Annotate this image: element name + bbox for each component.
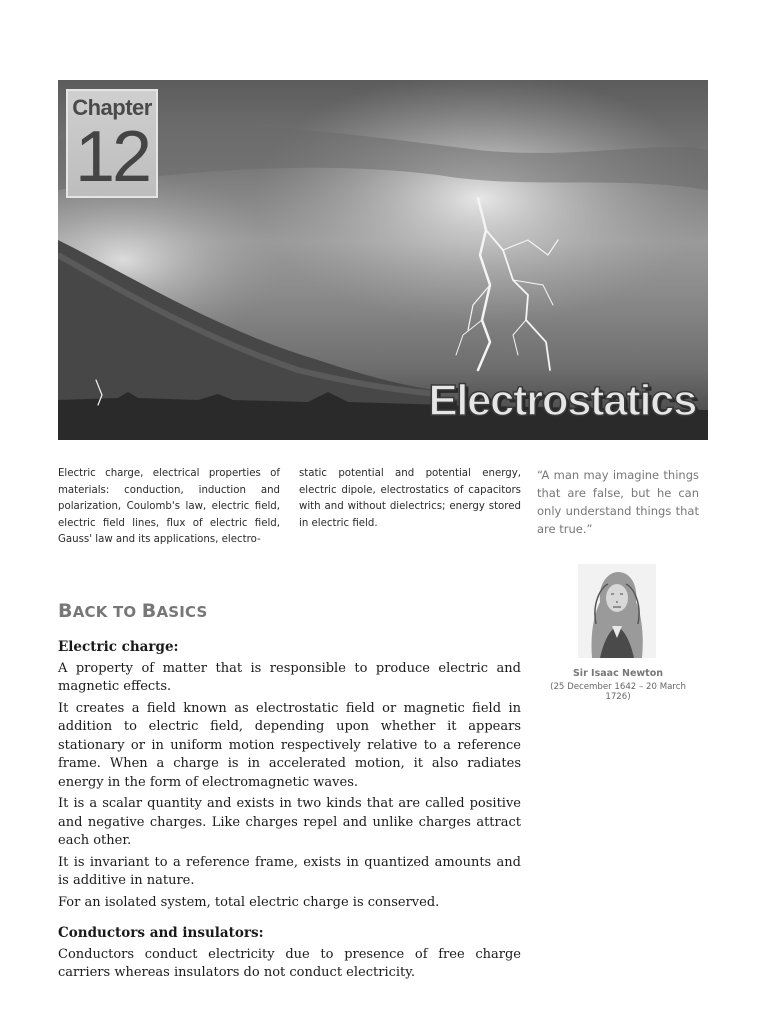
electric-charge-heading: Electric charge: — [58, 639, 179, 655]
portrait-illustration — [578, 564, 656, 658]
body-paragraph: It is a scalar quantity and exists in two kinds that are called positive and negative charges. Like charges repel and unlike charges attract each other. — [58, 796, 521, 848]
section-heading — [58, 600, 208, 622]
conductors-heading: Conductors and insulators: — [58, 925, 264, 941]
body-text — [58, 638, 521, 986]
newton-quote: “A man may imagine things that are false, but he can only understand things that are true.” — [537, 468, 699, 536]
chapter-number: 12 — [74, 117, 150, 197]
body-paragraph: A property of matter that is responsible to produce electric and magnetic effects. — [58, 660, 521, 694]
chapter-summary-right: static potential and potential energy, electric dipole, electrostatics of capacitors with and without dielectrics; energy stored in electric field. — [299, 468, 521, 529]
portrait-caption-dates: (25 December 1642 – 20 March 1726) — [550, 682, 686, 702]
body-paragraph: It creates a field known as electrostatic field or magnetic field in addition to electric field, depending upon whether it appears stationary or in uniform motion respectively relative to a reference frame. When a charge is in accelerated motion, it also radiates energy in the form of electromagnetic waves. — [58, 700, 521, 790]
portrait-caption-name: Sir Isaac Newton — [572, 668, 664, 679]
body-paragraph: It is invariant to a reference frame, exists in quantized amounts and is additive in nature. — [58, 854, 521, 888]
chapter-label: Chapter — [72, 95, 152, 120]
section-heading-cap-2: B — [141, 600, 157, 622]
chapter-title: Electrostatics — [428, 376, 696, 425]
chapter-box — [66, 89, 158, 198]
section-heading-rest-2: ASICS — [156, 603, 208, 621]
body-paragraph: Conductors conduct electricity due to presence of free charge carriers whereas insulators do not conduct electricity. — [58, 946, 521, 980]
section-heading-cap-1: B — [58, 600, 73, 622]
newton-portrait — [578, 564, 656, 658]
chapter-banner — [58, 80, 708, 440]
body-paragraph: For an isolated system, total electric charge is conserved. — [58, 894, 440, 910]
section-heading-rest-1: ACK TO — [72, 603, 142, 621]
chapter-summary-left: Electric charge, electrical properties of materials: conduction, induction and polarization, Coulomb's law, electric field, electric field lines, flux of electric field, Gauss' law and its applications, electro- — [58, 468, 280, 545]
